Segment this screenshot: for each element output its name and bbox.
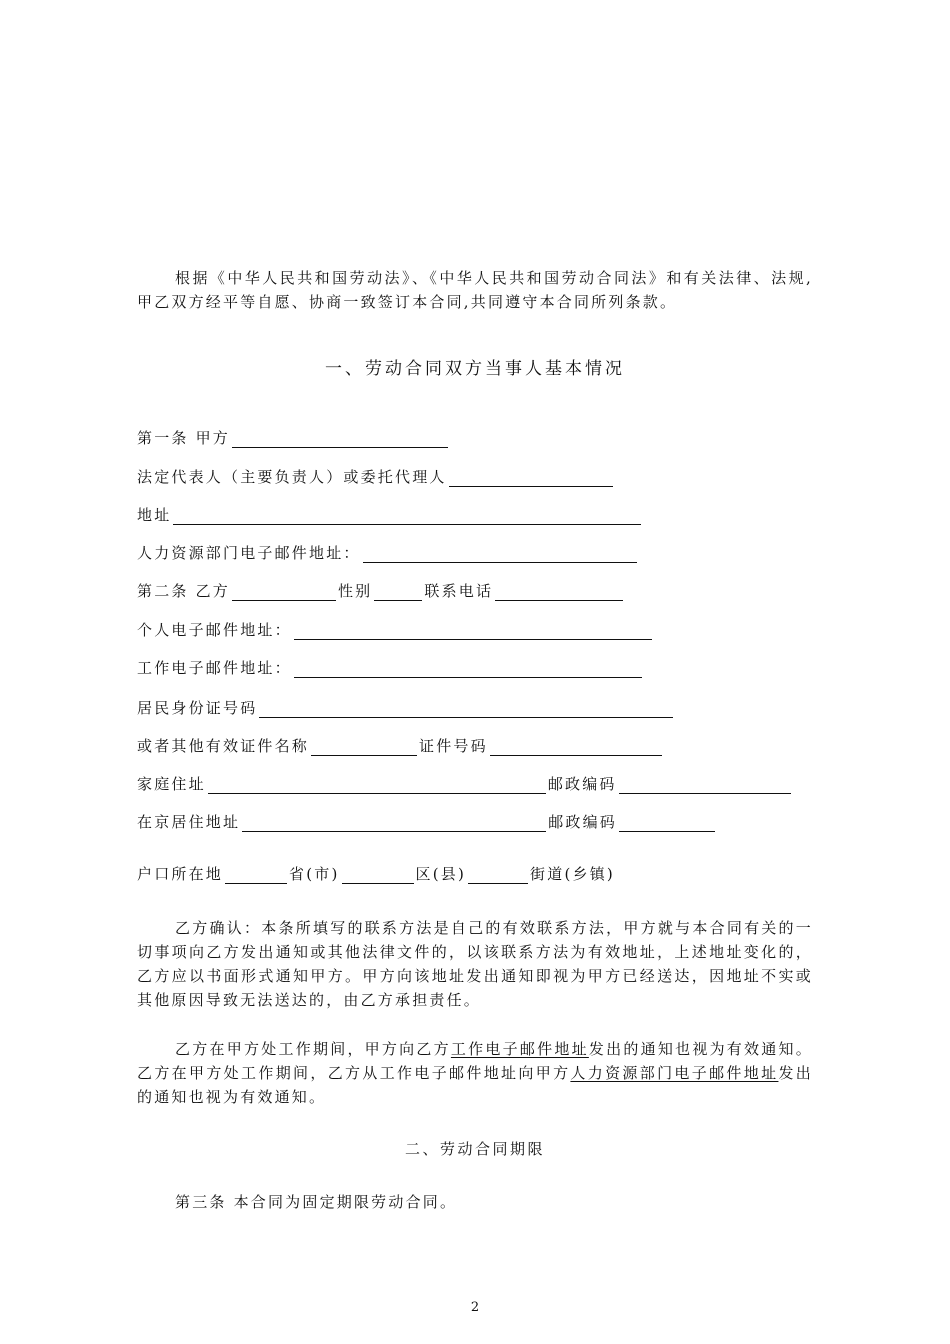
hr-email-row (137, 541, 639, 563)
street-label: 街道(乡镇) (530, 865, 615, 883)
notice-text-2: 发出的通知也视为有效通知。乙方在甲方处工作期间，乙方从工作电子邮件地址向甲方 (137, 1040, 813, 1082)
work-email-blank (294, 659, 642, 678)
beijing-address-row (137, 810, 717, 832)
work-email-label: 工作电子邮件地址： (137, 659, 292, 677)
work-email-row (137, 656, 644, 678)
district-blank (342, 865, 414, 884)
party-a-blank (232, 429, 448, 448)
article-1-row (137, 426, 450, 448)
province-label: 省(市) (289, 865, 340, 883)
other-id-name-label: 或者其他有效证件名称 (137, 737, 310, 755)
address-blank (173, 506, 641, 525)
address-row (137, 503, 643, 525)
postcode2-label: 邮政编码 (548, 813, 618, 831)
intro-paragraph: 根据《中华人民共和国劳动法》、《中华人民共和国劳动合同法》和有关法律、法规,甲乙双方经平等自愿、协商一致签订本合同,共同遵守本合同所列条款。 (137, 269, 813, 311)
personal-email-label: 个人电子邮件地址： (137, 621, 292, 639)
work-email-underlined: 工作电子邮件地址 (450, 1040, 589, 1058)
personal-email-blank (294, 621, 652, 640)
home-address-blank (208, 775, 546, 794)
section-2-heading: 二、劳动合同期限 (404, 1140, 545, 1158)
address-label: 地址 (137, 506, 172, 524)
province-blank (225, 865, 287, 884)
notice-paragraph (137, 1037, 813, 1109)
section-1-heading: 一、劳动合同双方当事人基本情况 (325, 359, 625, 379)
hukou-label: 户口所在地 (137, 865, 224, 883)
notice-text-1: 乙方在甲方处工作期间，甲方向乙方 (175, 1040, 451, 1058)
party-b-blank (232, 582, 336, 601)
article-1-label: 第一条 甲方 (137, 429, 230, 447)
personal-email-row (137, 618, 654, 640)
beijing-address-label: 在京居住地址 (137, 813, 241, 831)
legal-rep-row (137, 465, 615, 487)
hukou-row (137, 862, 615, 884)
gender-blank (374, 582, 422, 601)
hr-email-label: 人力资源部门电子邮件地址： (137, 544, 361, 562)
postcode2-blank (619, 813, 715, 832)
article-2-row (137, 579, 625, 601)
other-id-name-blank (311, 737, 417, 756)
article-2-label: 第二条 乙方 (137, 582, 230, 600)
district-label: 区(县) (415, 865, 467, 883)
id-number-row (137, 696, 675, 718)
article-3: 第三条 本合同为固定期限劳动合同。 (175, 1193, 458, 1211)
phone-label: 联系电话 (424, 582, 494, 600)
id-number-label: 居民身份证号码 (137, 699, 258, 717)
hr-email-blank (363, 544, 637, 563)
street-blank (468, 865, 528, 884)
hr-email-underlined: 人力资源部门电子邮件地址 (570, 1064, 779, 1082)
legal-rep-label: 法定代表人（主要负责人）或委托代理人 (137, 468, 447, 486)
postcode-label: 邮政编码 (547, 775, 617, 793)
gender-label: 性别 (337, 582, 373, 600)
id-number-blank (259, 699, 673, 718)
legal-rep-blank (449, 468, 613, 487)
postcode-blank (619, 775, 791, 794)
phone-blank (495, 582, 623, 601)
id-no-label: 证件号码 (419, 737, 488, 755)
beijing-address-blank (242, 813, 546, 832)
id-no-blank (490, 737, 662, 756)
home-address-row (137, 772, 793, 794)
confirm-paragraph: 乙方确认：本条所填写的联系方法是自己的有效联系方法，甲方就与本合同有关的一切事项向乙方发出通知或其他法律文件的，以该联系方法为有效地址，上述地址变化的，乙方应以书面形式通知甲方。甲方向该地址发出通知即视为甲方已经送达，因地址不实或其他原因导致无法送达的，由乙方承担责任。 (137, 919, 813, 1009)
notice-text-3: 发出的通知也视为有效通知。 (137, 1064, 813, 1106)
page-number: 2 (470, 1300, 480, 1315)
home-address-label: 家庭住址 (137, 775, 206, 793)
other-id-row (137, 734, 664, 756)
